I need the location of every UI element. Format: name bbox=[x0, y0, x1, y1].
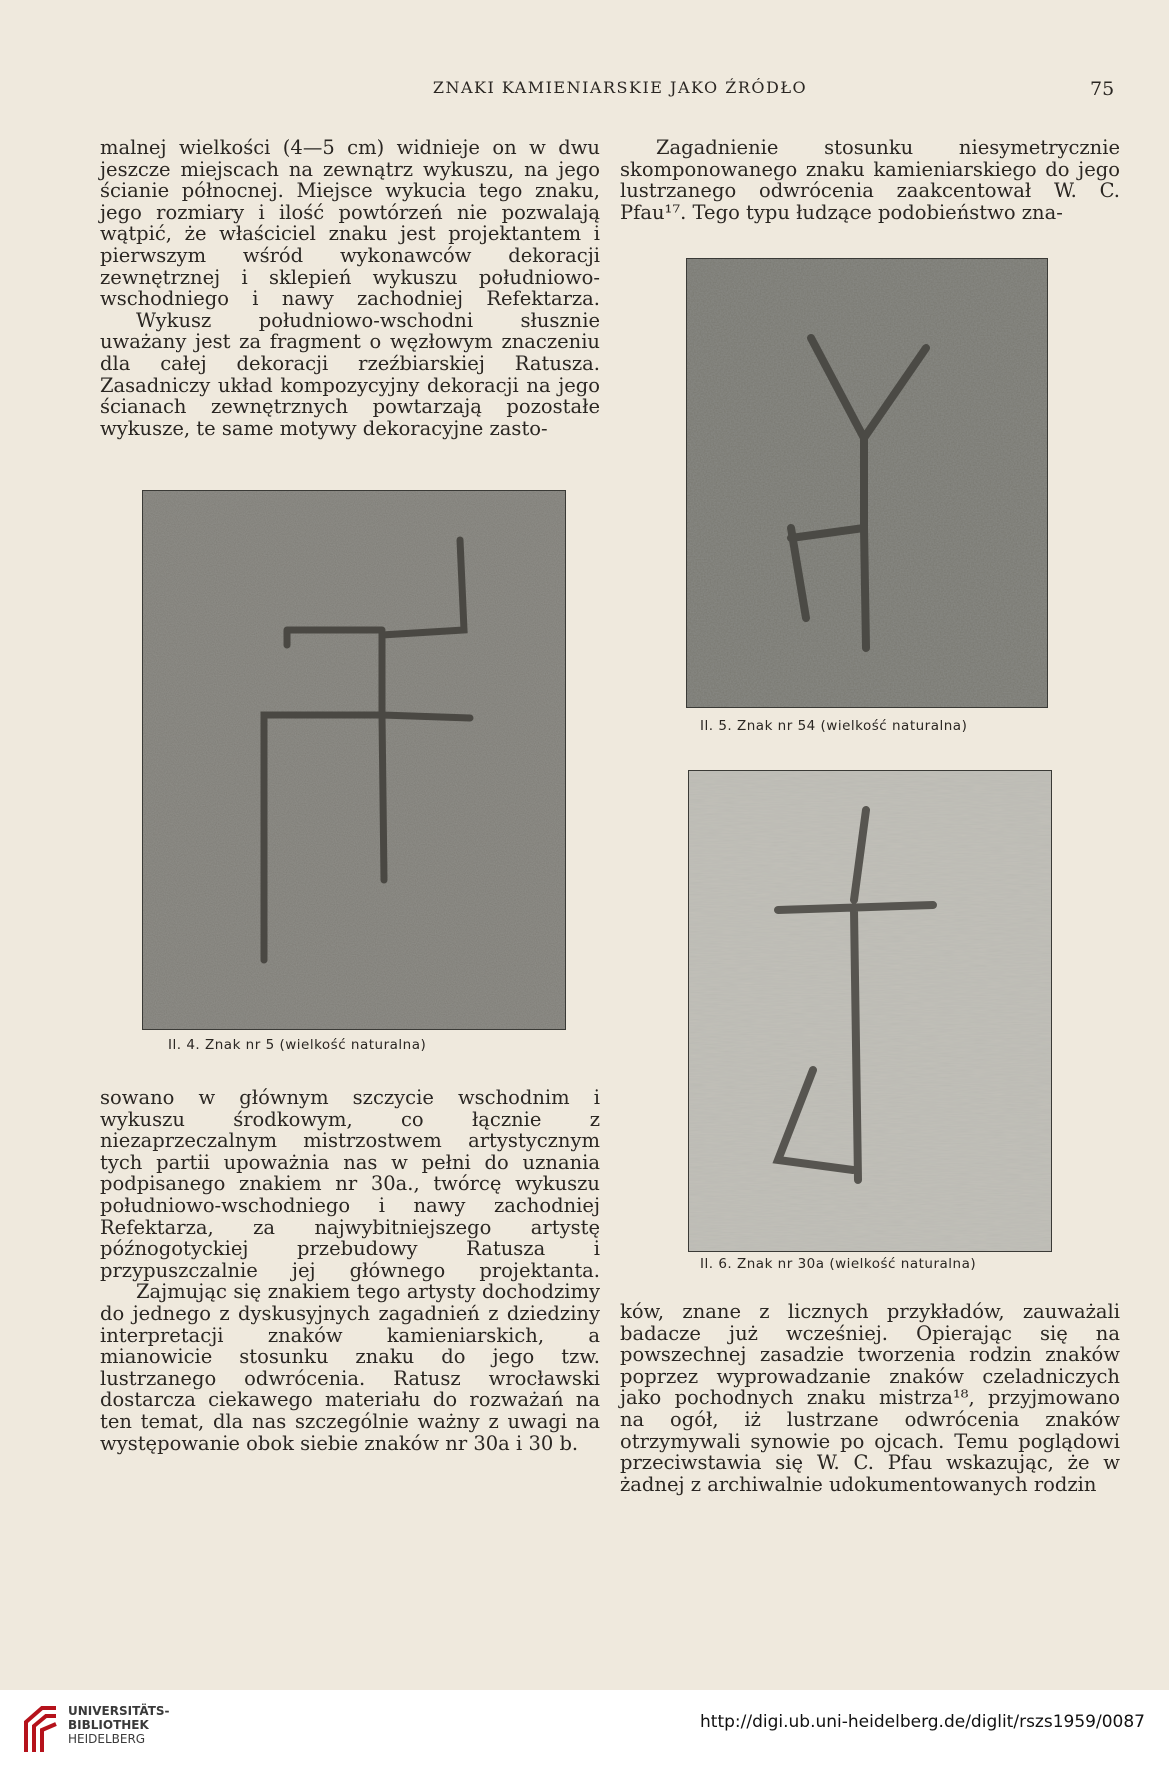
right-column-top bbox=[620, 137, 1120, 223]
paragraph: Wykusz południowo-wschodni słusznie uważany jest za fragment o węzłowym znaczeniu dla całej dekoracji rzeźbiarskiej Ratusza. Zasadniczy układ kompozycyjny dekoracji na jego ścianach zewnętrznych powtarzają pozostałe wykusze, te same motywy dekoracyjne zasto- bbox=[100, 308, 600, 440]
paragraph: sowano w głównym szczycie wschodnim i wykuszu środkowym, co łącznie z niezaprzeczalnym mistrzostwem artystycznym tych partii upoważnia nas w pełni do uznania podpisanego znakiem nr 30a., twórcę wykuszu południowo-wschodniego i nawy zachodniej Refektarza, za najwybitniejszego artystę późnogotyckiej przebudowy Ratusza i przypuszczalnie jej głównego projektanta. bbox=[100, 1086, 600, 1282]
figure-6-photo bbox=[688, 770, 1052, 1252]
paragraph: Zagadnienie stosunku niesymetrycznie skomponowanego znaku kamieniarskiego do jego lustrzanego odwrócenia zaakcentował W. C. Pfau¹⁷. Tego typu łudzące podobieństwo zna- bbox=[620, 136, 1120, 224]
right-column-bottom bbox=[620, 1301, 1120, 1495]
left-column-bottom bbox=[100, 1087, 600, 1454]
library-logo-icon bbox=[22, 1702, 60, 1758]
figure-4-caption: Il. 4. Znak nr 5 (wielkość naturalna) bbox=[168, 1037, 427, 1053]
paragraph: malnej wielkości (4—5 cm) widnieje on w dwu jeszcze miejscach na zewnątrz wykuszu, na jego ścianie północnej. Miejsce wykucia tego znaku, jego rozmiary i ilość powtórzeń nie pozwalają wątpić, że właściciel znaku jest projektantem i pierwszym wśród wykonawców dekoracji zewnętrznej i sklepień wykuszu południowo-wschodniego i nawy zachodniej Refektarza. bbox=[100, 136, 600, 311]
figure-6-caption: Il. 6. Znak nr 30a (wielkość naturalna) bbox=[700, 1256, 977, 1272]
running-header: ZNAKI KAMIENIARSKIE JAKO ŹRÓDŁO bbox=[432, 78, 808, 97]
library-footer bbox=[0, 1690, 1169, 1772]
figure-5-photo bbox=[686, 258, 1048, 708]
library-name: UNIVERSITÄTS- BIBLIOTHEK HEIDELBERG bbox=[68, 1704, 170, 1746]
figure-5-caption: Il. 5. Znak nr 54 (wielkość naturalna) bbox=[700, 718, 968, 734]
page-number: 75 bbox=[1090, 78, 1115, 100]
figure-4-photo bbox=[142, 490, 566, 1030]
source-url-link[interactable]: http://digi.ub.uni-heidelberg.de/diglit/rszs1959/0087 bbox=[700, 1712, 1145, 1732]
left-column-top bbox=[100, 137, 600, 439]
paragraph: Zajmując się znakiem tego artysty dochodzimy do jednego z dyskusyjnych zagadnień z dziedziny interpretacji znaków kamieniarskich, a mianowicie stosunku znaku do jego tzw. lustrzanego odwrócenia. Ratusz wrocławski dostarcza ciekawego materiału do rozważań na ten temat, dla nas szczególnie ważny z uwagi na występowanie obok siebie znaków nr 30a i 30 b. bbox=[100, 1280, 600, 1455]
paragraph: ków, znane z licznych przykładów, zauważali badacze już wcześniej. Opierając się na powszechnej zasadzie tworzenia rodzin znaków poprzez wyprowadzanie znaków czeladniczych jako pochodnych znaku mistrza¹⁸, przyjmowano na ogół, iż lustrzane odwrócenia znaków otrzymywali synowie po ojcach. Temu poglądowi przeciwstawia się W. C. Pfau wskazując, że w żadnej z archiwalnie udokumentowanych rodzin bbox=[620, 1300, 1120, 1496]
